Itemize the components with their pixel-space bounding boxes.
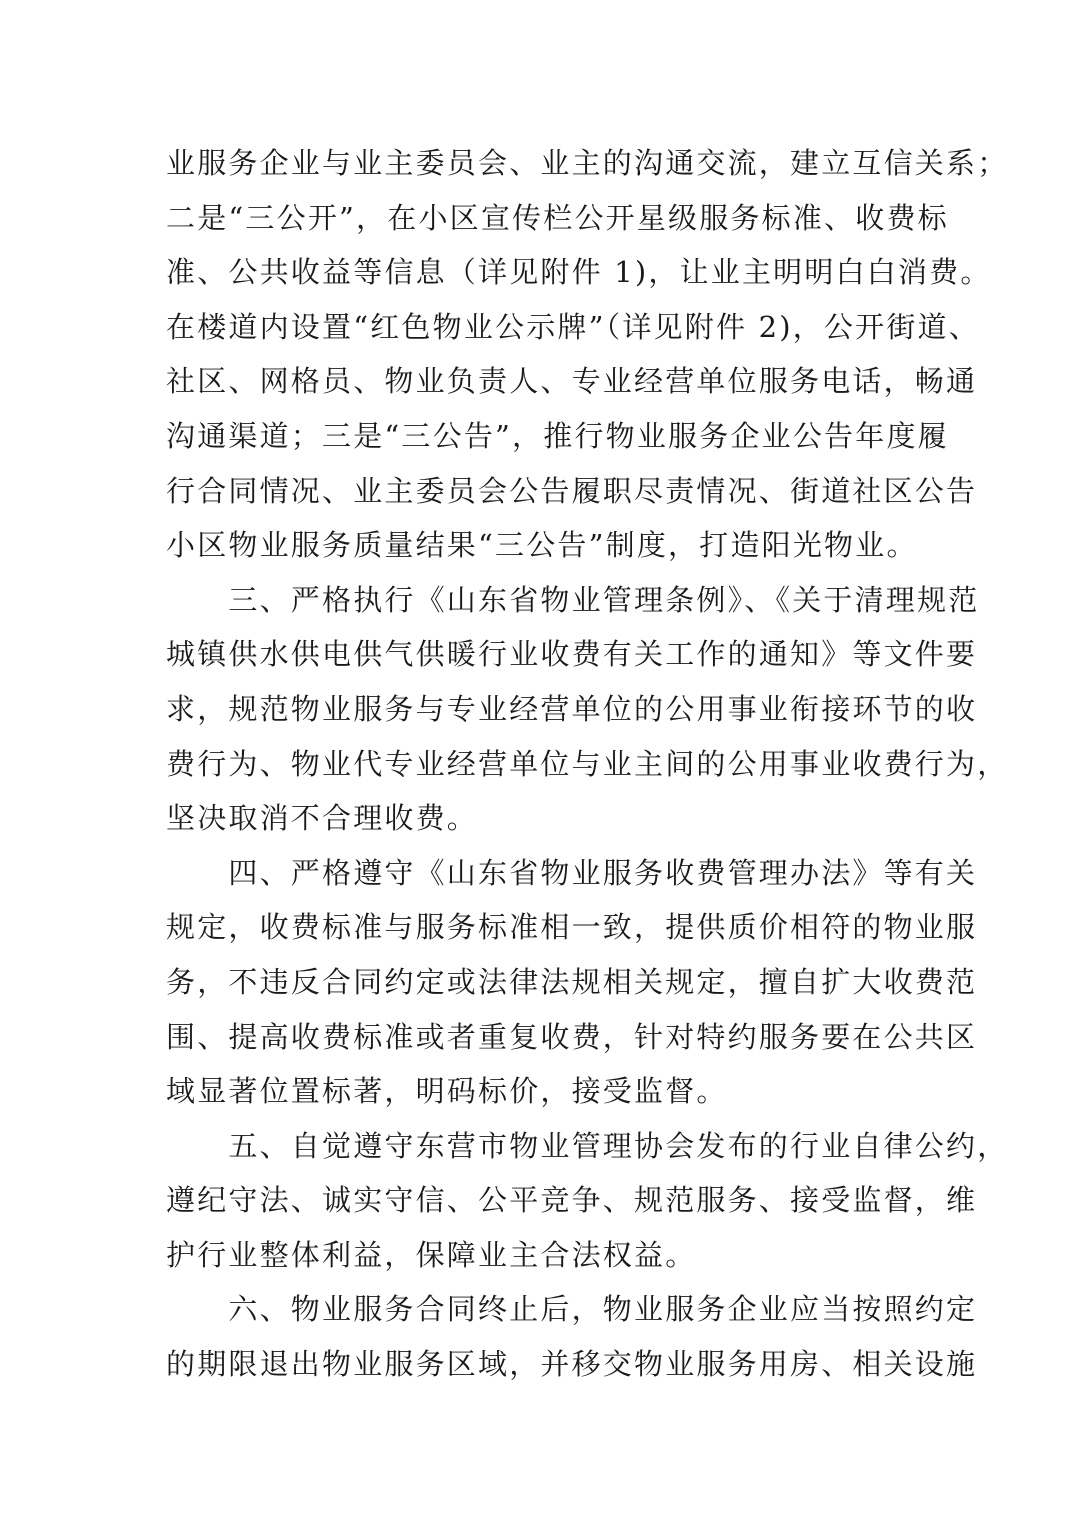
text-line: 域显著位置标著，明码标价，接受监督。 bbox=[166, 1074, 728, 1109]
text-line: 三、严格执行《山东省物业管理条例》、《关于清理规范 bbox=[166, 582, 980, 617]
text-line: 五、自觉遵守东营市物业管理协会发布的行业自律公约， bbox=[166, 1128, 1009, 1163]
text-line: 六、物业服务合同终止后，物业服务企业应当按照约定 bbox=[166, 1292, 978, 1327]
text-line: 坚决取消不合理收费。 bbox=[166, 801, 479, 836]
text-line: 在楼道内设置“红色物业公示牌”（详见附件 2)，公开街道、 bbox=[166, 309, 980, 344]
text-line: 小区物业服务质量结果“三公告”制度，打造阳光物业。 bbox=[166, 528, 918, 563]
text-line: 规定，收费标准与服务标准相一致，提供质价相符的物业服 bbox=[166, 910, 978, 945]
text-line: 沟通渠道；三是“三公告”，推行物业服务企业公告年度履 bbox=[166, 418, 949, 453]
text-line: 求，规范物业服务与专业经营单位的公用事业衔接环节的收 bbox=[166, 691, 978, 726]
text-line: 社区、网格员、物业负责人、专业经营单位服务电话，畅通 bbox=[166, 364, 978, 399]
text-line: 费行为、物业代专业经营单位与业主间的公用事业收费行为， bbox=[166, 746, 1009, 781]
text-line: 的期限退出物业服务区域，并移交物业服务用房、相关设施 bbox=[166, 1347, 978, 1382]
text-line: 围、提高收费标准或者重复收费，针对特约服务要在公共区 bbox=[166, 1019, 978, 1054]
text-line: 二是“三公开”，在小区宣传栏公开星级服务标准、收费标 bbox=[166, 200, 949, 235]
text-line: 务，不违反合同约定或法律法规相关规定，擅自扩大收费范 bbox=[166, 964, 978, 999]
text-line: 行合同情况、业主委员会公告履职尽责情况、街道社区公告 bbox=[166, 473, 978, 508]
document-body bbox=[166, 136, 1009, 1392]
text-line: 城镇供水供电供气供暖行业收费有关工作的通知》等文件要 bbox=[166, 637, 978, 672]
text-line: 业服务企业与业主委员会、业主的沟通交流，建立互信关系； bbox=[166, 146, 1009, 180]
text-line: 四、严格遵守《山东省物业服务收费管理办法》等有关 bbox=[166, 855, 978, 890]
text-line: 护行业整体利益，保障业主合法权益。 bbox=[166, 1237, 697, 1272]
text-line: 准、公共收益等信息（详见附件 1)，让业主明明白白消费。 bbox=[166, 255, 992, 290]
text-line: 遵纪守法、诚实守信、公平竞争、规范服务、接受监督，维 bbox=[166, 1183, 978, 1218]
